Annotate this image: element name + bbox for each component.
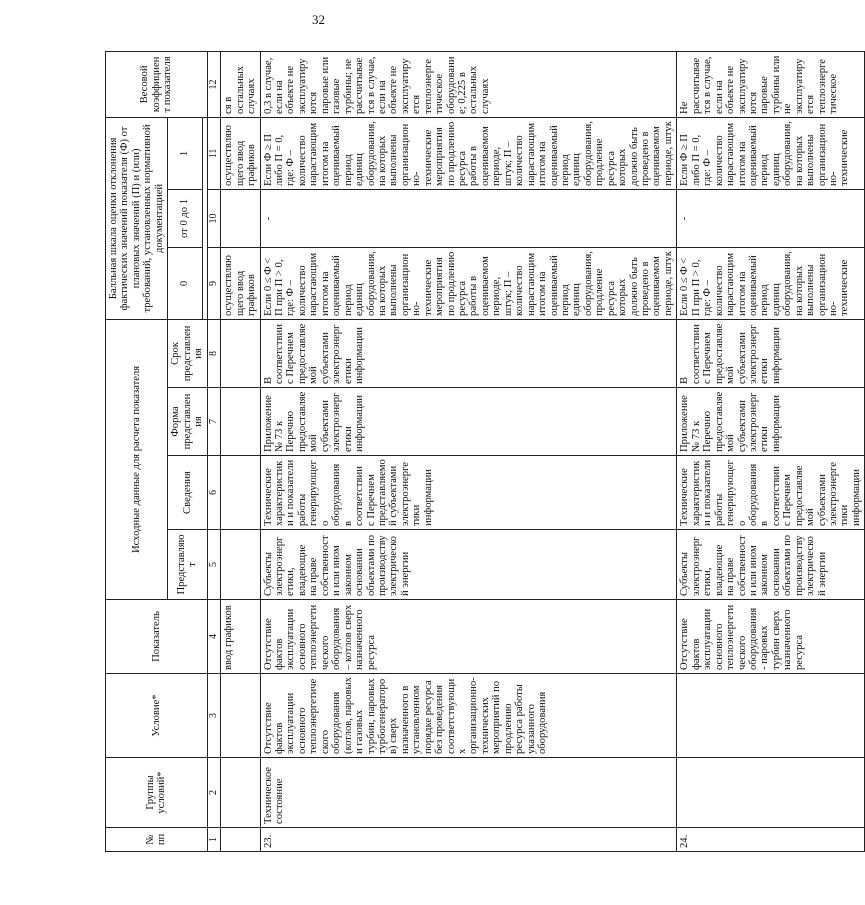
criteria-table	[105, 51, 865, 852]
deadline-cell: В соответствии с Перечнем предоставляемой субъектами электроэнергетики информации	[260, 319, 677, 387]
col-number: 8	[207, 319, 221, 387]
info-cell: Технические характеристики и показатели работы генерирующего оборудования в соответствии с Перечнем предоставляемой субъектами электроэнергетики информации	[677, 456, 865, 530]
header-group: Группы условий*	[106, 758, 208, 828]
score-0-cell: Если 0 ≤ Ф < П при П > 0, где: Ф – количество нарастающим итогом на оцениваемый период единиц оборудования, на которых выполнены организационно-технические	[677, 247, 865, 319]
header-scale-1: 1	[168, 117, 203, 189]
weight-cell: 0,3 в случае, если на объекте не эксплуатируются паровые или газовые турбины; не рассчитывается в случае, если на объекте не эксплуатируется теплоэнергетическое оборудование; 0,225 в остальных случаях	[260, 51, 677, 117]
col-number: 4	[207, 600, 221, 674]
col-number: 9	[207, 247, 221, 319]
col-number: 1	[207, 828, 221, 852]
col-number: 7	[207, 388, 221, 456]
col-number: 5	[207, 530, 221, 600]
header-no: № пп	[106, 828, 208, 852]
info-cell: Технические характеристики и показатели работы генерирующего оборудования в соответствии с Перечнем представляемой субъектами электроэнергетики информации	[260, 456, 677, 530]
row-number: 23.	[260, 828, 677, 852]
form-cell: Приложение № 73 к Перечню предоставляемой субъектами электроэнергетики информации	[260, 388, 677, 456]
score-1-cell: Если Ф ≥ П либо П = 0, где: Ф – количество нарастающим итогом на оцениваемый период единиц оборудования, на которых выполнены организационно-технические мероприятия по продлению ресурса работы в оцениваемом периоде, штук; П – количество нарастающим итогом на оцениваемый период единиц оборудования, продление ресурса которых должно быть проведено в оцениваемом периоде, штук	[260, 117, 677, 189]
col-number: 2	[207, 758, 221, 828]
score-1-cell: Если Ф ≥ П либо П = 0, где: Ф – количество нарастающим итогом на оцениваемый период единиц оборудования, на которых выполнены организационно-технические	[677, 117, 865, 189]
col-number: 3	[207, 674, 221, 758]
row-number: 24.	[677, 828, 865, 852]
score-mid-cell: -	[677, 189, 865, 247]
score-0-cell: Если 0 ≤ Ф < П при П > 0, где: Ф – количество нарастающим итогом на оцениваемый период единиц оборудования, на которых выполнены организационно-технические мероприятия по продлению ресурса работы в оцениваемом периоде, штук; П – количество нарастающим итогом на оцениваемый период единиц оборудования, продление ресурса которых должно быть проведено в оцениваемом периоде, штук	[260, 247, 677, 319]
header-condition: Условие*	[106, 674, 208, 758]
group-cell: Техническое состояние	[260, 758, 677, 828]
deadline-cell: В соответствии с Перечнем предоставляемой субъектами электроэнергетики информации	[677, 319, 865, 387]
header-scale: Балльная шкала оценки отклонения фактических значений показателя (Ф) от плановых значений (П) и (или) требований, установленных нормативной документацией	[106, 117, 168, 319]
cont-indicator: ввод графиков	[221, 600, 260, 674]
continuation-row	[221, 51, 260, 851]
indicator-cell: Отсутствие фактов эксплуатации основного теплоэнергетического оборудования – котлов сверх назначенного ресурса	[260, 600, 677, 674]
table-row-24	[677, 51, 865, 851]
provided-by-cell: Субъекты электроэнергетики, владеющие на праве собственности или ином законном основании объектами по производству электрической энергии	[677, 530, 865, 600]
indicator-cell: Отсутствие фактов эксплуатации основного теплоэнергетического оборудования - паровых турбин сверх назначенного ресурса	[677, 600, 865, 674]
header-provided-by: Представляют	[168, 530, 207, 600]
form-cell: Приложение № 73 к Перечню предоставляемой субъектами электроэнергетики информации	[677, 388, 865, 456]
cont-score-0: осуществляющего ввод графиков	[221, 247, 260, 319]
header-indicator: Показатель	[106, 600, 208, 674]
col-number: 10	[207, 189, 221, 247]
rotated-table-container	[105, 52, 862, 852]
header-form: Форма представления	[168, 388, 207, 456]
header-scale-mid: от 0 до 1	[168, 189, 203, 247]
header-info: Сведения	[168, 456, 207, 530]
cont-score-1: осуществляющего ввод графиков	[221, 117, 260, 189]
col-number: 11	[207, 117, 221, 189]
weight-cell: Не рассчитывается в случае, если на объекте не эксплуатируются паровые турбины или не эксплуатируется теплоэнергетическое	[677, 51, 865, 117]
group-cell	[677, 758, 865, 828]
header-deadline: Срок представления	[168, 319, 207, 387]
score-mid-cell: -	[260, 189, 677, 247]
col-number: 6	[207, 456, 221, 530]
header-source-data: Исходные данные для расчета показателя	[106, 319, 168, 599]
condition-cell	[677, 674, 865, 758]
column-numbers-row	[207, 51, 221, 851]
col-number: 12	[207, 51, 221, 117]
provided-by-cell: Субъекты электроэнергетики, владеющие на праве собственности или ином законном основании объектами по производству электрической энергии	[260, 530, 677, 600]
header-weight: Весовой коэффициент показателя	[106, 51, 208, 117]
cont-weight: ся в остальных случаях	[221, 51, 260, 117]
header-scale-0: 0	[168, 247, 203, 319]
page-number: 32	[312, 12, 325, 27]
table-row-23	[260, 51, 677, 851]
condition-cell: Отсутствие фактов эксплуатации основного теплоэнергетического оборудования (котлов, паровых и газовых турбин, паровых турбогенераторов) сверх назначенного в установленном порядке ресурса без проведения соответствующих организационно-технических мероприятий по продлению ресурса работы указанного оборудования	[260, 674, 677, 758]
